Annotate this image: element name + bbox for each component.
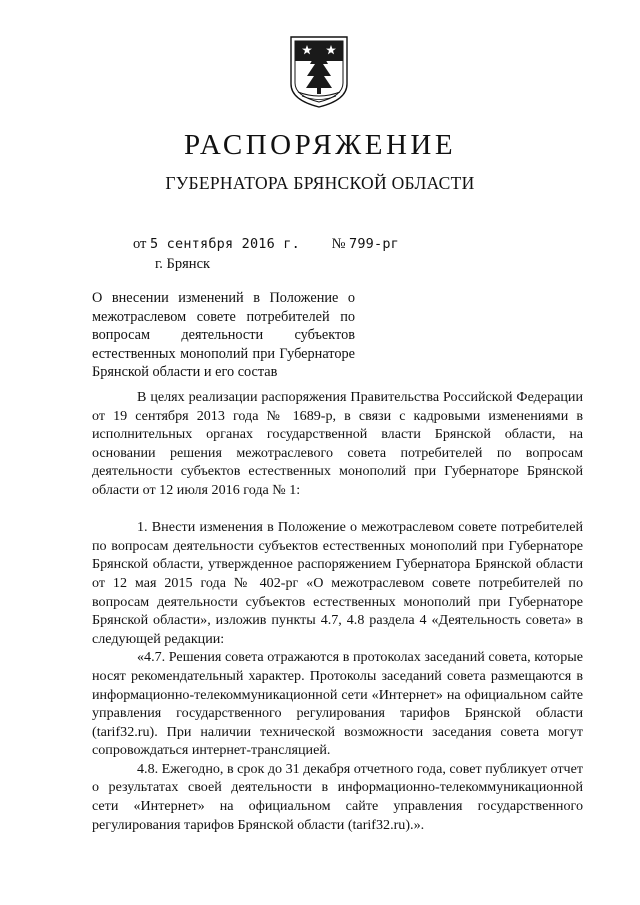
date-number-line	[133, 236, 399, 253]
document-city: г. Брянск	[155, 256, 211, 272]
number-label: №	[331, 236, 346, 252]
coat-of-arms-graphic	[288, 34, 350, 110]
coat-of-arms-icon	[288, 34, 350, 110]
date-prefix: от	[133, 236, 147, 252]
preamble-paragraph: В целях реализации распоряжения Правительства Российской Федерации от 19 сентября 2013 года № 1689-р, в связи с кадровыми изменениями в исполнительных органах государственной власти Брянской области, на основании решения межотраслевого совета потребителей по вопросам деятельности субъектов естественных монополий при Губернаторе Брянской области от 12 июля 2016 года № 1:	[92, 389, 583, 498]
clause-4-7-paragraph: «4.7. Решения совета отражаются в протоколах заседаний совета, которые носят рекомендательный характер. Протоколы заседаний совета размещаются в информационно-телекоммуникационной сети «Интернет» на официальном сайте управления государственного регулирования тарифов Брянской области (tarif32.ru). При наличии технической возможности заседания совета могут сопровождаться интернет-трансляцией.	[92, 649, 583, 759]
clause-1-paragraph: 1. Внести изменения в Положение о межотраслевом совете потребителей по вопросам деятельности субъектов естественных монополий при Губернаторе Брянской области, утвержденное распоряжением Губернатора Брянской области от 12 мая 2015 года № 402-рг «О межотраслевом совете потребителей по вопросам деятельности субъектов естественных монополий при Губернаторе Брянской области», изложив пункты 4.7, 4.8 раздела 4 «Деятельность совета» в следующей редакции:	[92, 519, 583, 647]
document-issuer: ГУБЕРНАТОРА БРЯНСКОЙ ОБЛАСТИ	[165, 173, 475, 193]
document-title: РАСПОРЯЖЕНИЕ	[183, 129, 457, 161]
document-date: 5 сентября 2016 г.	[150, 236, 300, 252]
document-body	[92, 388, 583, 834]
clause-4-8-paragraph: 4.8. Ежегодно, в срок до 31 декабря отчетного года, совет публикует отчет о результатах своей деятельности в информационно-телекоммуникационной сети «Интернет» на официальном сайте управления государственного регулирования тарифов Брянской области (tarif32.ru).».	[92, 760, 583, 833]
document-number: 799-рг	[349, 236, 399, 252]
document-subject: О внесении изменений в Положение о межотраслевом совете потребителей по вопросам деятельности субъектов естественных монополий при Губернаторе Брянской области и его состав	[92, 290, 355, 380]
